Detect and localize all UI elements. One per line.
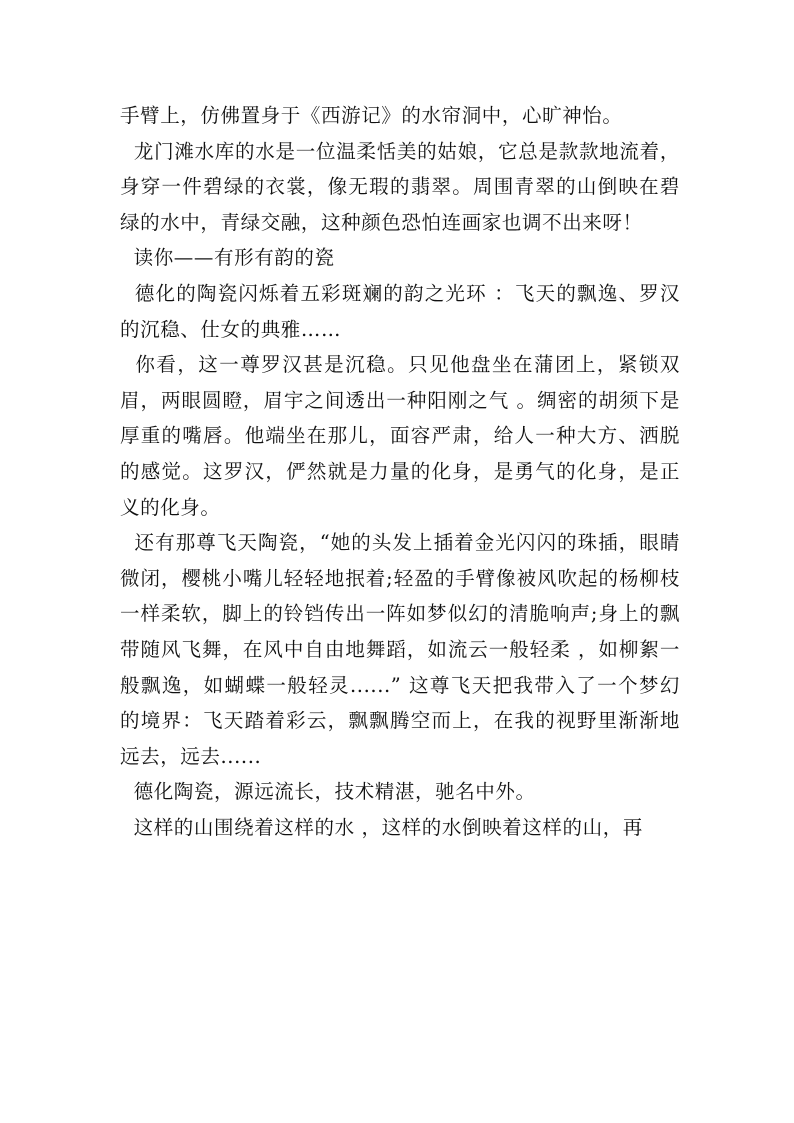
paragraph-4: 德化的陶瓷闪烁着五彩斑斓的韵之光环 ：飞天的飘逸、罗汉的沉稳、仕女的典雅…… xyxy=(120,281,680,341)
paragraph-3-heading: 读你——有形有韵的瓷 xyxy=(120,246,335,270)
paragraph-5: 你看，这一尊罗汉甚是沉稳。只见他盘坐在蒲团上，紧锁双眉，两眼圆瞪，眉宇之间透出一种阳刚之气 。绸密的胡须下是厚重的嘴唇。他端坐在那儿，面容严肃，给人一种大方、洒脱的感觉。这罗汉，俨然就是力量的化身，是勇气的化身，是正义的化身。 xyxy=(120,353,680,519)
paragraph-6: 还有那尊飞天陶瓷，“她的头发上插着金光闪闪的珠插，眼睛微闭，樱桃小嘴儿轻轻地抿着;轻盈的手臂像被风吹起的杨柳枝一样柔软，脚上的铃铛传出一阵如梦似幻的清脆响声;身上的飘带随风飞舞，在风中自由地舞蹈，如流云一般轻柔 ，如柳絮一般飘逸，如蝴蝶一般轻灵......” 这尊飞天把我带入了一个梦幻的境界：飞天踏着彩云，飘飘腾空而上，在我的视野里渐渐地远去，远去...... xyxy=(120,531,680,768)
document-body xyxy=(120,98,680,845)
paragraph-7: 德化陶瓷，源远流长，技术精湛，驰名中外。 xyxy=(120,780,536,804)
paragraph-1: 手臂上，仿佛置身于《西游记》的水帘洞中，心旷神怡。 xyxy=(120,104,623,127)
paragraph-2: 龙门滩水库的水是一位温柔恬美的姑娘，它总是款款地流着，身穿一件碧绿的衣裳，像无瑕的翡翠。周围青翠的山倒映在碧绿的水中，青绿交融，这种颜色恐怕连画家也调不出来呀！ xyxy=(120,139,680,234)
paragraph-8: 这样的山围绕着这样的水 ，这样的水倒映着这样的山，再 xyxy=(120,815,643,839)
